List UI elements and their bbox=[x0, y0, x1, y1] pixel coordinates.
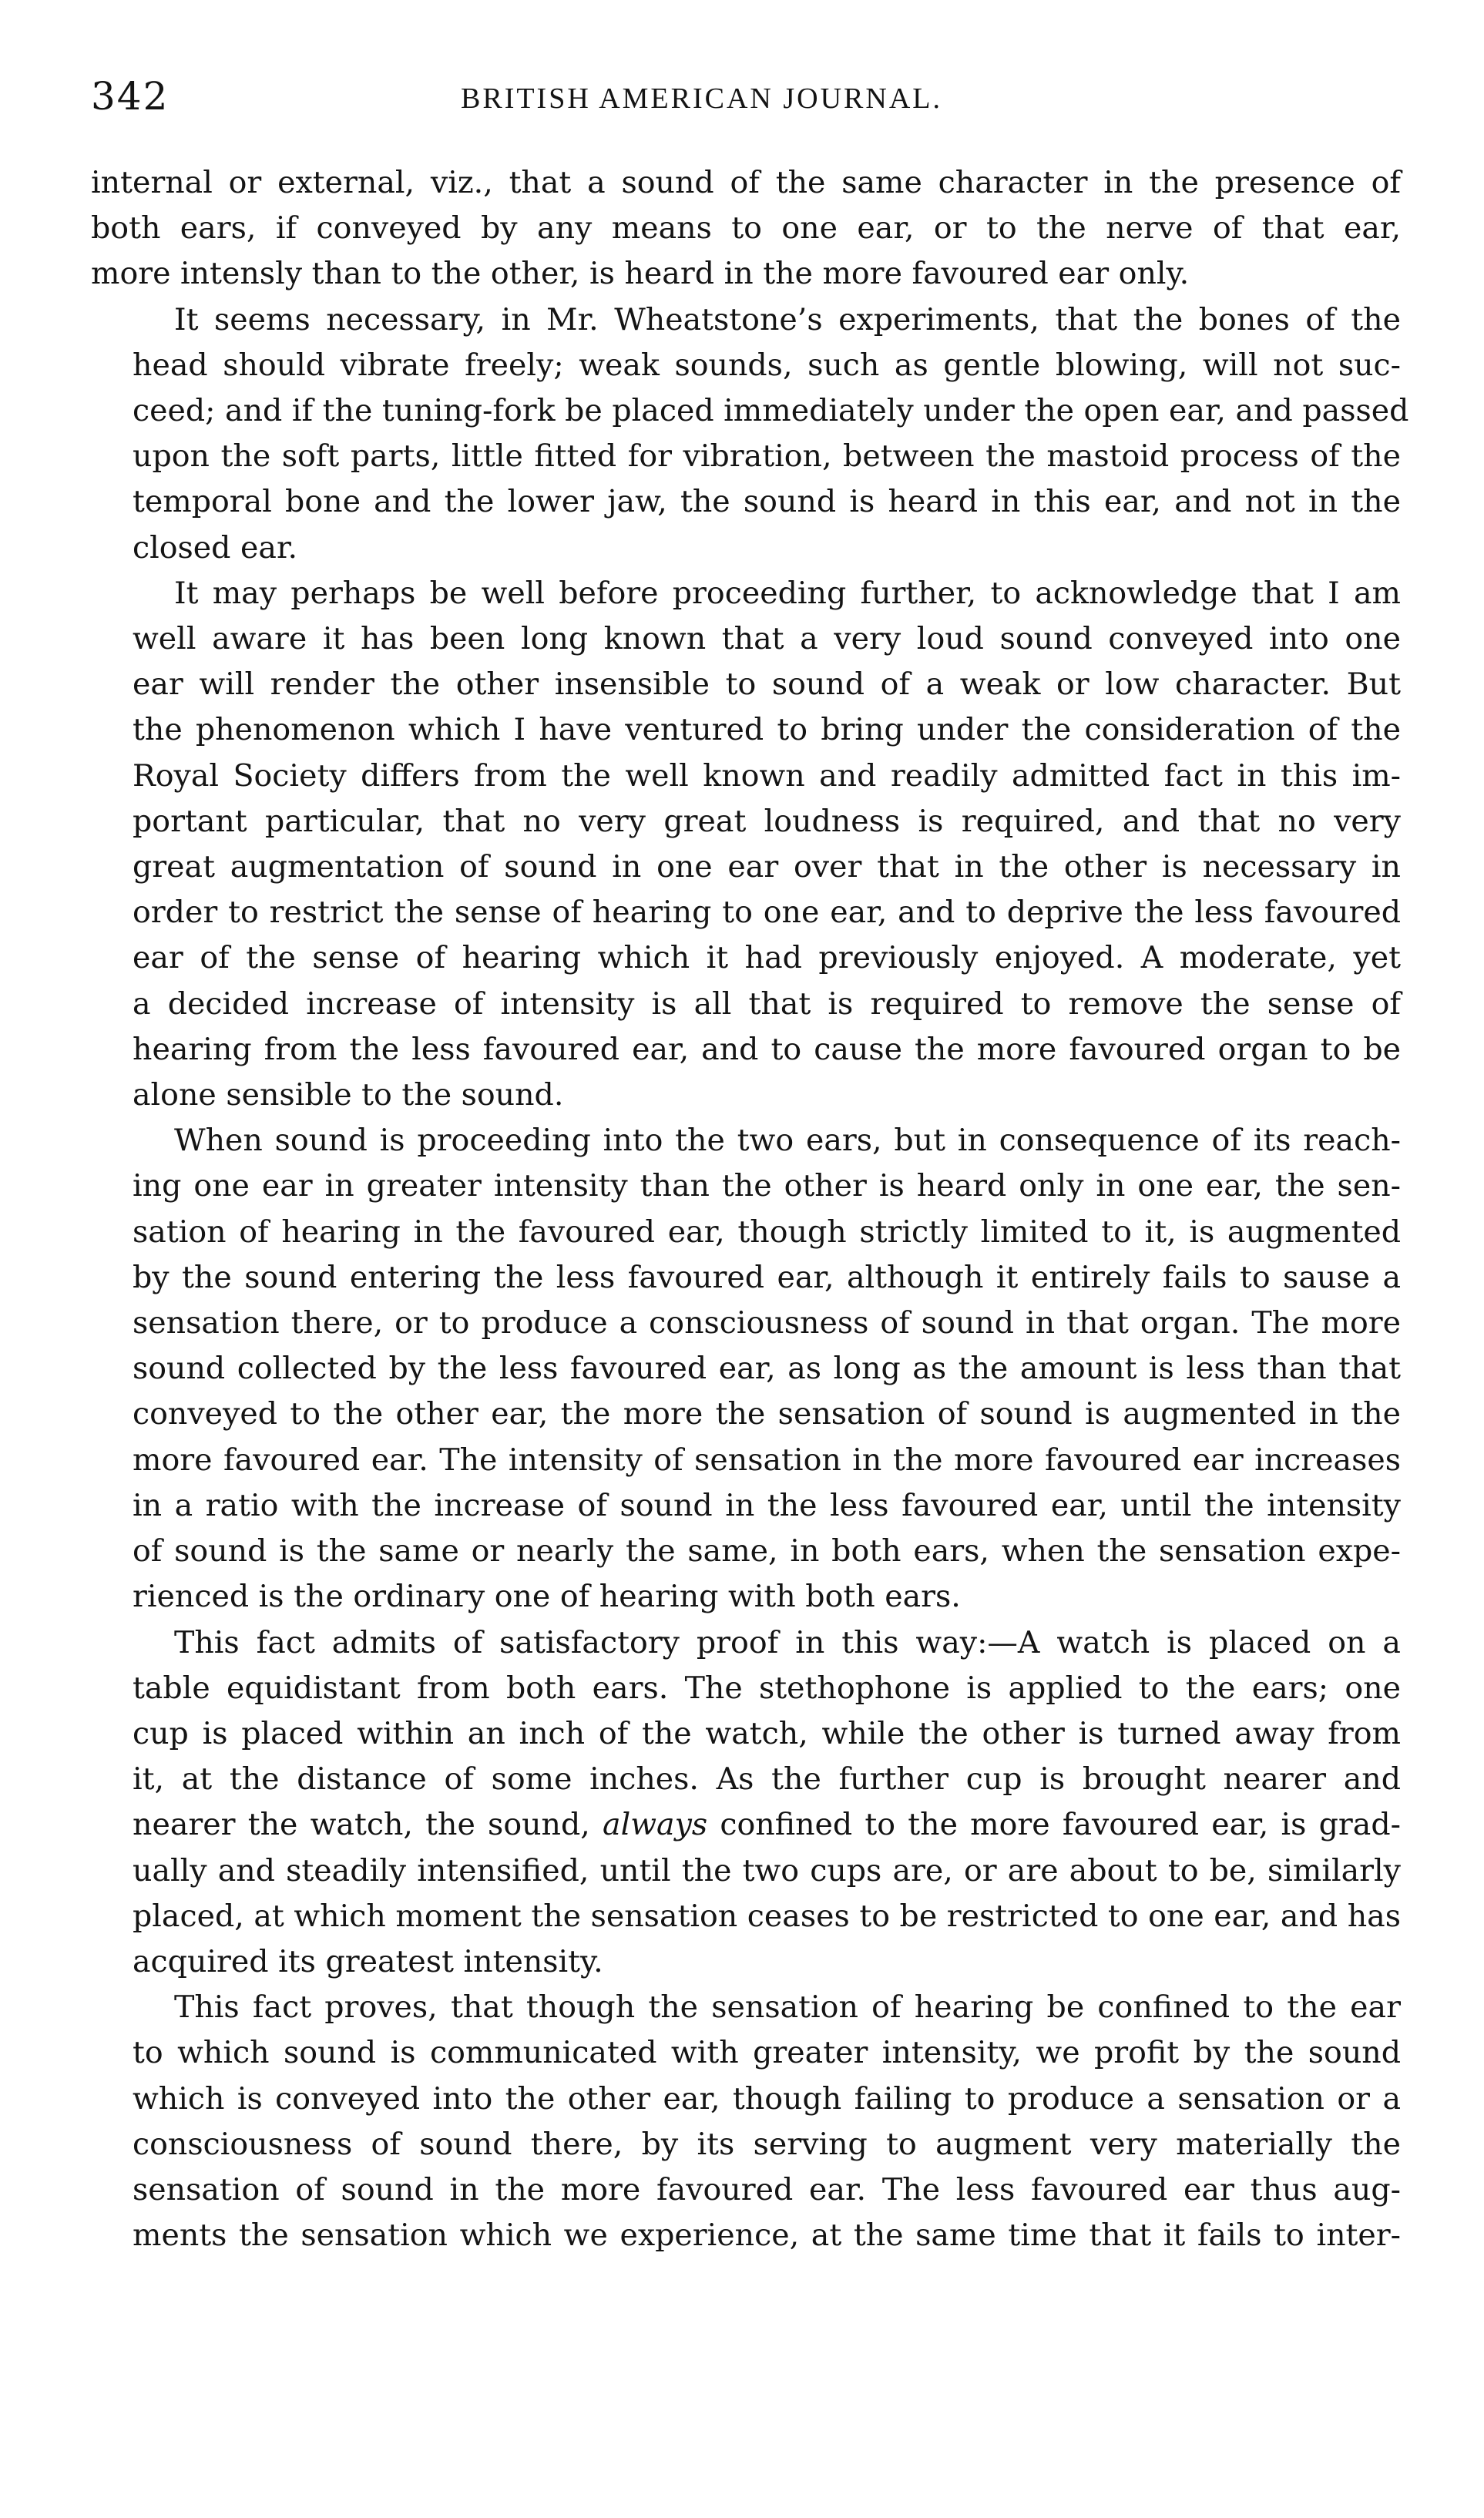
text-line: well aware it has been long known that a very loud sound conveyed into one bbox=[133, 621, 1401, 657]
page-number: 342 bbox=[91, 74, 170, 119]
text-line: portant particular, that no very great loudness is required, and that no very bbox=[133, 803, 1401, 839]
text-line: great augmentation of sound in one ear over that in the other is necessary in bbox=[133, 849, 1401, 885]
text-line: sation of hearing in the favoured ear, though strictly limited to it, is augmented bbox=[133, 1214, 1401, 1250]
text-line: This fact proves, that though the sensation of hearing be confined to the ear bbox=[174, 1989, 1401, 2026]
text-line: upon the soft parts, little fitted for vibration, between the mastoid process of the bbox=[133, 438, 1401, 475]
body-text bbox=[91, 160, 1409, 2258]
text-line: table equidistant from both ears. The stethophone is applied to the ears; one bbox=[133, 1670, 1401, 1706]
text-line: a decided increase of intensity is all that is required to remove the sense of bbox=[133, 985, 1401, 1022]
text-line: to which sound is communicated with greater intensity, we profit by the sound bbox=[133, 2035, 1401, 2071]
journal-page bbox=[91, 74, 1409, 2463]
text-line: acquired its greatest intensity. bbox=[133, 1943, 603, 1979]
text-line: order to restrict the sense of hearing to one ear, and to deprive the less favoured bbox=[133, 895, 1401, 931]
text-line: by the sound entering the less favoured ear, although it entirely fails to sause a bbox=[133, 1259, 1401, 1295]
text-line: more favoured ear. The intensity of sensation in the more favoured ear increases bbox=[133, 1442, 1401, 1478]
text-line: ear of the sense of hearing which it had previously enjoyed. A moderate, yet bbox=[133, 940, 1401, 976]
paragraph-5 bbox=[91, 1620, 1401, 1986]
text-line: hearing from the less favoured ear, and to cause the more favoured organ to be bbox=[133, 1031, 1401, 1067]
text-line: of sound is the same or nearly the same, in both ears, when the sensation expe- bbox=[133, 1533, 1401, 1570]
paragraph-2 bbox=[91, 297, 1409, 571]
text-line: in a ratio with the increase of sound in the less favoured ear, until the intensity bbox=[133, 1487, 1401, 1523]
paragraph-6 bbox=[91, 1985, 1401, 2258]
text-line: sound collected by the less favoured ear, as long as the amount is less than that bbox=[133, 1351, 1401, 1387]
text-line: more intensly than to the other, is heard in the more favoured ear only. bbox=[91, 256, 1190, 292]
paragraph-3 bbox=[91, 571, 1401, 1118]
text-line: It seems necessary, in Mr. Wheatstone’s experiments, that the bones of the bbox=[174, 301, 1401, 337]
paragraph-1 bbox=[91, 160, 1401, 297]
text-line: alone sensible to the sound. bbox=[133, 1077, 564, 1113]
text-line: internal or external, viz., that a sound of the same character in the presence of bbox=[91, 165, 1401, 200]
text-line: sensation of sound in the more favoured ear. The less favoured ear thus aug- bbox=[133, 2171, 1401, 2207]
text-line: consciousness of sound there, by its serving to augment very materially the bbox=[133, 2126, 1401, 2162]
text-line: When sound is proceeding into the two ears, but in consequence of its reach- bbox=[174, 1123, 1401, 1159]
text-line: It may perhaps be well before proceeding further, to acknowledge that I am bbox=[174, 575, 1401, 611]
text-line: sensation there, or to produce a consciousness of sound in that organ. The more bbox=[133, 1305, 1401, 1341]
text-line: temporal bone and the lower jaw, the sound is heard in this ear, and not in the bbox=[133, 484, 1401, 520]
text-line: both ears, if conveyed by any means to one ear, or to the nerve of that ear, bbox=[91, 210, 1401, 247]
text-line: rienced is the ordinary one of hearing with both ears. bbox=[133, 1579, 961, 1615]
text-line: the phenomenon which I have ventured to bring under the consideration of the bbox=[133, 712, 1401, 748]
text-line: conveyed to the other ear, the more the sensation of sound is augmented in the bbox=[133, 1396, 1401, 1432]
text-line: ments the sensation which we experience, at the same time that it fails to inter- bbox=[133, 2218, 1401, 2254]
text-line: ear will render the other insensible to sound of a weak or low character. But bbox=[133, 666, 1401, 703]
text-line: head should vibrate freely; weak sounds, such as gentle blowing, will not suc- bbox=[133, 347, 1401, 383]
emphasis: always bbox=[603, 1807, 708, 1843]
text-line-italic: nearer the watch, the sound, always confined to the more favoured ear, is grad- bbox=[133, 1807, 1401, 1843]
text-line: This fact admits of satisfactory proof in this way:—A watch is placed on a bbox=[174, 1624, 1401, 1660]
text-line: placed, at which moment the sensation ceases to be restricted to one ear, and has bbox=[133, 1898, 1401, 1934]
text-line: it, at the distance of some inches. As the further cup is brought nearer and bbox=[133, 1761, 1401, 1798]
page-header bbox=[91, 74, 1401, 129]
paragraph-4 bbox=[91, 1118, 1401, 1620]
text-line: ceed; and if the tuning-fork be placed immediately under the open ear, and passed bbox=[133, 393, 1409, 429]
text-line: Royal Society differs from the well known and readily admitted fact in this im- bbox=[133, 757, 1401, 794]
text-line: cup is placed within an inch of the watch, while the other is turned away from bbox=[133, 1715, 1401, 1751]
text-line: closed ear. bbox=[133, 529, 298, 566]
text-line: ually and steadily intensified, until the two cups are, or are about to be, similarly bbox=[133, 1852, 1401, 1888]
running-title: BRITISH AMERICAN JOURNAL. bbox=[461, 82, 942, 115]
text-line: which is conveyed into the other ear, though failing to produce a sensation or a bbox=[133, 2080, 1401, 2117]
text-line: ing one ear in greater intensity than the other is heard only in one ear, the sen- bbox=[133, 1168, 1401, 1204]
